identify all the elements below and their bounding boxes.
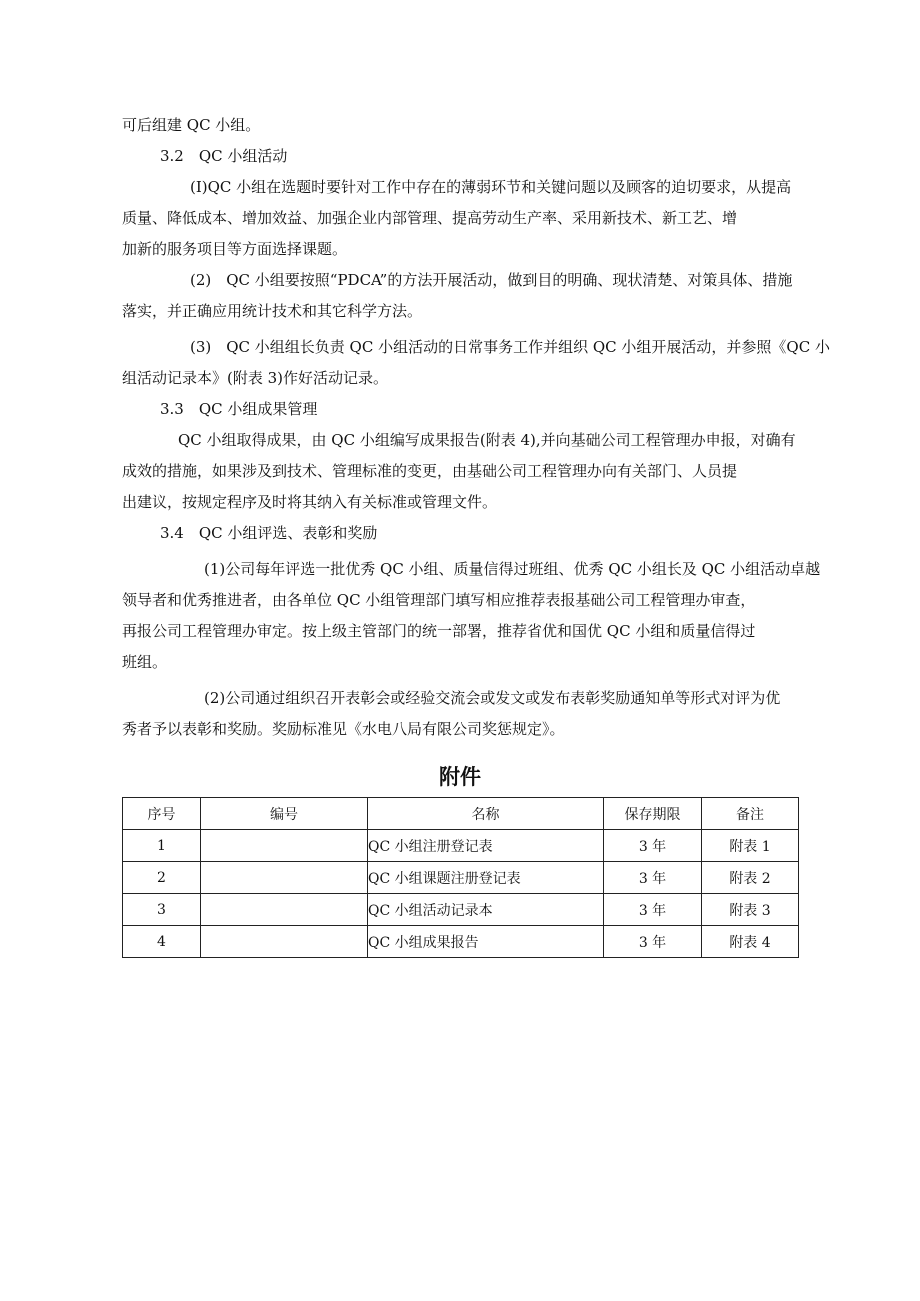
cell-remark: 附表 3 xyxy=(702,894,799,926)
paragraph-line: 班组。 xyxy=(122,653,168,671)
section-heading-3-3: 3.3 QC 小组成果管理 xyxy=(160,400,318,418)
cell-name: QC 小组活动记录本 xyxy=(368,894,604,926)
section-heading-3-4: 3.4 QC 小组评选、表彰和奖励 xyxy=(160,524,378,542)
cell-seq: 4 xyxy=(123,926,201,958)
cell-remark: 附表 1 xyxy=(702,830,799,862)
cell-name: QC 小组课题注册登记表 xyxy=(368,862,604,894)
paragraph-line: 质量、降低成本、增加效益、加强企业内部管理、提高劳动生产率、采用新技术、新工艺、增 xyxy=(122,209,738,227)
paragraph-line: (2)公司通过组织召开表彰会或经验交流会或发文或发布表彰奖励通知单等形式对评为优 xyxy=(204,689,781,707)
cell-code xyxy=(201,862,368,894)
table-row xyxy=(123,830,799,862)
header-retention: 保存期限 xyxy=(604,798,702,830)
paragraph-line: 加新的服务项目等方面选择课题。 xyxy=(122,240,348,258)
header-seq: 序号 xyxy=(123,798,201,830)
header-name: 名称 xyxy=(368,798,604,830)
paragraph-line: 再报公司工程管理办审定。按上级主管部门的统一部署，推荐省优和国优 QC 小组和质量信得过 xyxy=(122,622,756,640)
paragraph-line: (I)QC 小组在选题时要针对工作中存在的薄弱环节和关键问题以及顾客的迫切要求，从提高 xyxy=(190,178,792,196)
cell-retention: 3 年 xyxy=(604,830,702,862)
paragraph-line: 组活动记录本》(附表 3)作好活动记录。 xyxy=(122,369,389,387)
cell-name: QC 小组成果报告 xyxy=(368,926,604,958)
cell-retention: 3 年 xyxy=(604,894,702,926)
paragraph-line: (2) QC 小组要按照“PDCA”的方法开展活动，做到目的明确、现状清楚、对策具体、措施 xyxy=(190,271,793,289)
cell-seq: 1 xyxy=(123,830,201,862)
header-remark: 备注 xyxy=(702,798,799,830)
cell-retention: 3 年 xyxy=(604,926,702,958)
cell-code xyxy=(201,926,368,958)
paragraph-line: 秀者予以表彰和奖励。奖励标准见《水电八局有限公司奖惩规定》。 xyxy=(122,720,565,738)
table-row xyxy=(123,926,799,958)
cell-seq: 3 xyxy=(123,894,201,926)
section-heading-3-2: 3.2 QC 小组活动 xyxy=(160,147,288,165)
paragraph-line: 落实，并正确应用统计技术和其它科学方法。 xyxy=(122,302,423,320)
cell-name: QC 小组注册登记表 xyxy=(368,830,604,862)
paragraph-line: QC 小组取得成果，由 QC 小组编写成果报告(附表 4),并向基础公司工程管理办申报，对确有 xyxy=(178,431,796,449)
paragraph-line: 出建议，按规定程序及时将其纳入有关标准或管理文件。 xyxy=(122,493,498,511)
cell-remark: 附表 4 xyxy=(702,926,799,958)
paragraph-line: 成效的措施，如果涉及到技术、管理标准的变更，由基础公司工程管理办向有关部门、人员提 xyxy=(122,462,738,480)
paragraph-line: (3) QC 小组组长负责 QC 小组活动的日常事务工作并组织 QC 小组开展活动，并参照《QC 小 xyxy=(190,338,830,356)
paragraph-line: 可后组建 QC 小组。 xyxy=(122,116,261,134)
cell-code xyxy=(201,894,368,926)
cell-code xyxy=(201,830,368,862)
attachment-table xyxy=(122,797,799,958)
paragraph-line: 领导者和优秀推进者，由各单位 QC 小组管理部门填写相应推荐表报基础公司工程管理办审查， xyxy=(122,591,756,609)
cell-seq: 2 xyxy=(123,862,201,894)
cell-remark: 附表 2 xyxy=(702,862,799,894)
table-row xyxy=(123,894,799,926)
table-header-row xyxy=(123,798,799,830)
table-row xyxy=(123,862,799,894)
attachment-title: 附件 xyxy=(439,765,481,789)
paragraph-line: (1)公司每年评选一批优秀 QC 小组、质量信得过班组、优秀 QC 小组长及 QC 小组活动卓越 xyxy=(204,560,821,578)
cell-retention: 3 年 xyxy=(604,862,702,894)
header-code: 编号 xyxy=(201,798,368,830)
